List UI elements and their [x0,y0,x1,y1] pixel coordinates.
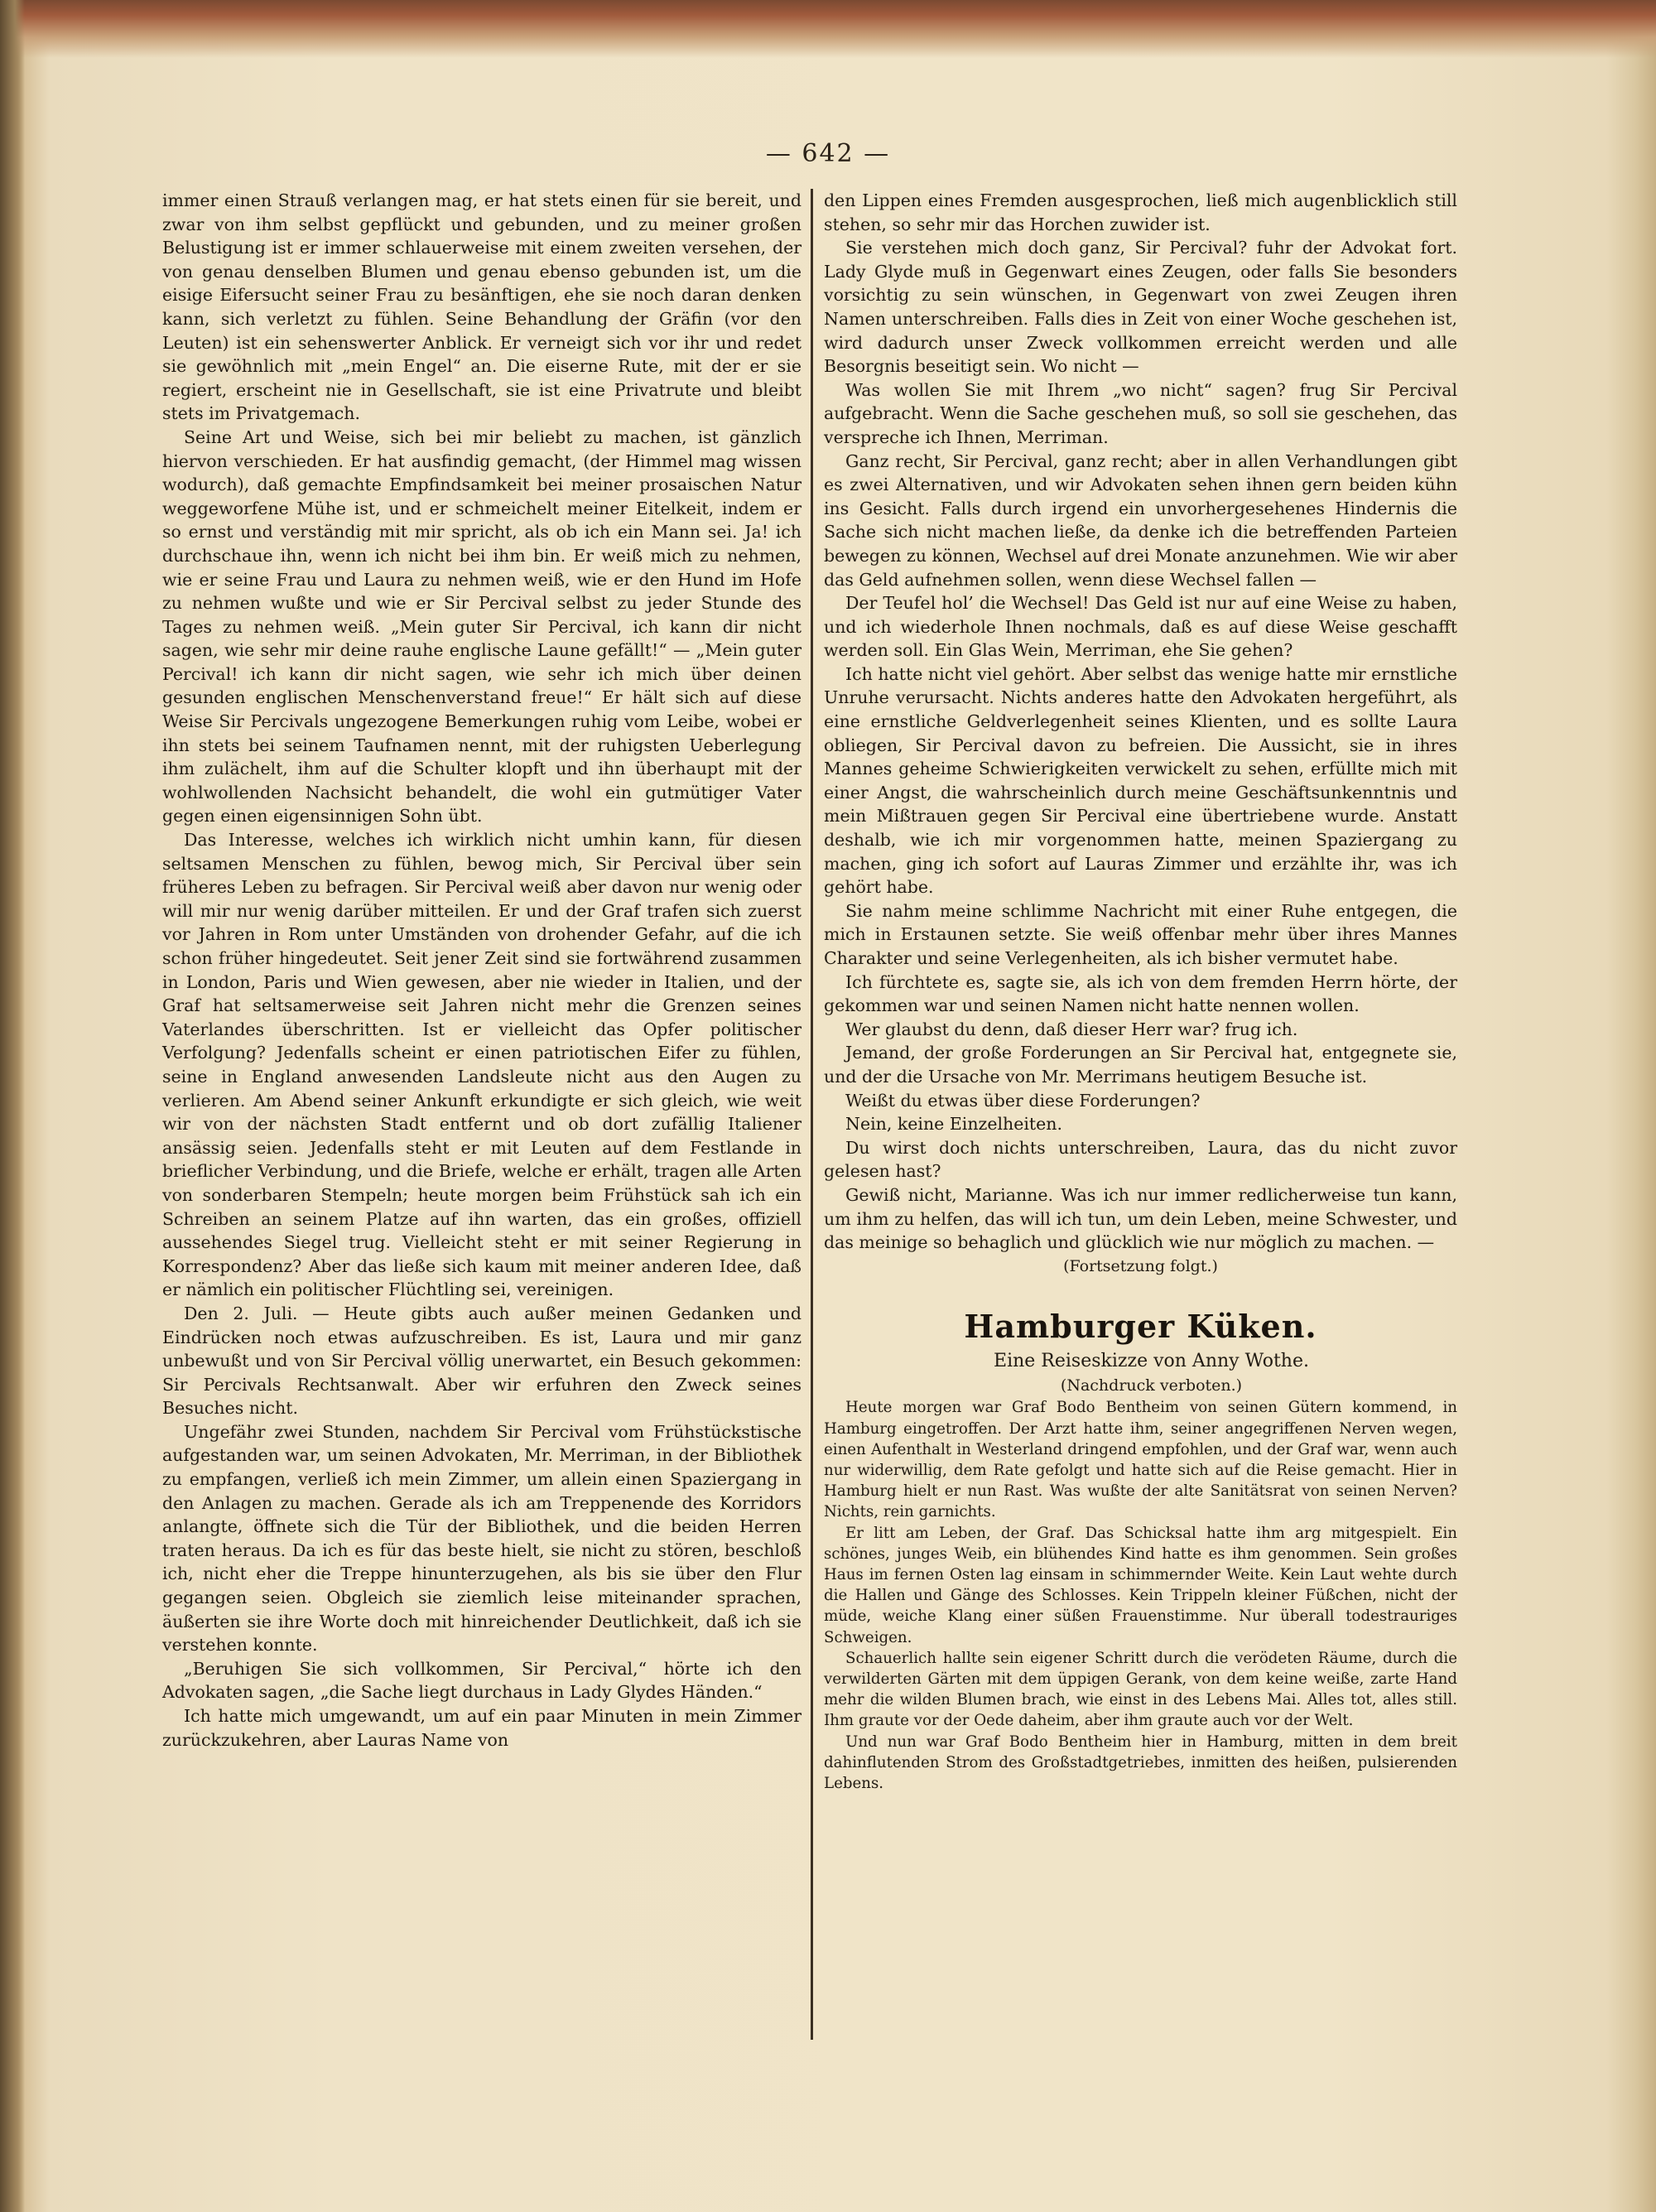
right-paragraph-3: Was wollen Sie mit Ihrem „wo nicht“ sagen? frug Sir Percival aufgebracht. Wenn die Sache geschehen muß, so soll sie geschehen, das verspreche ich Ihnen, Merriman. [824,379,1457,447]
right-paragraph-4: Ganz recht, Sir Percival, ganz recht; aber in allen Verhandlungen gibt es zwei Alternativen, und wir Advokaten sehen ihnen gern beiden kühn ins Gesicht. Falls durch irgend ein unvorhergesehenes Hindernis die Sache sich nicht machen ließe, da denke ich die betreffenden Parteien bewegen zu können, Wechsel auf drei Monate anzunehmen. Wie wir aber das Geld aufnehmen sollen, wenn diese Wechsel fallen — [824,451,1457,590]
right-paragraph-10: Jemand, der große Forderungen an Sir Percival hat, entgegnete sie, und der die Ursache von Mr. Merrimans heutigem Besuche ist. [824,1043,1457,1087]
left-paragraph-6: „Beruhigen Sie sich vollkommen, Sir Percival,“ hörte ich den Advokaten sagen, „die Sache liegt durchaus in Lady Glydes Händen.“ [162,1658,802,1703]
left-paragraph-7: Ich hatte mich umgewandt, um auf ein paar Minuten in mein Zimmer zurückzukehren, aber Lauras Name von [162,1706,802,1750]
left-paragraph-2: Seine Art und Weise, sich bei mir beliebt zu machen, ist gänzlich hiervon verschieden. Er hat ausfindig gemacht, (der Himmel mag wissen wodurch), daß gemachte Empfindsamkeit bei meiner prosaischen Natur weggeworfene Mühe ist, und er schmeichelt meiner Eitelkeit, indem er so ernst und verständig mit mir spricht, als ob ich ein Mann sei. Ja! ich durchschaue ihn, wenn ich nicht bei ihm bin. Er weiß mich zu nehmen, wie er seine Frau und Laura zu nehmen weiß, wie er den Hund im Hofe zu nehmen wußte und wie er Sir Percival selbst zu jeder Stunde des Tages zu nehmen weiß. „Mein guter Sir Percival, ich kann dir nicht sagen, wie sehr mir deine rauhe englische Laune gefällt!“ — „Mein guter Percival! ich kann dir nicht sagen, wie sehr ich mich über deinen gesunden englischen Menschenverstand freue!“ Er hält sich auf diese Weise Sir Percivals ungezogene Bemerkungen ruhig vom Leibe, wobei er ihn stets bei seinem Taufnamen nennt, mit der ruhigsten Ueberlegung ihm zulächelt, ihm auf die Schulter klopft und ihn überhaupt mit der wohlwollenden Nachsicht behandelt, die wohl ein gutmütiger Vater gegen einen eigensinnigen Sohn übt. [162,426,802,826]
right-paragraph-9: Wer glaubst du denn, daß dieser Herr war? frug ich. [845,1019,1298,1039]
right-paragraph-2: Sie verstehen mich doch ganz, Sir Percival? fuhr der Advokat fort. Lady Glyde muß in Gegenwart eines Zeugen, oder falls Sie besonders vorsichtig zu sein wünschen, in Gegenwart von zwei Zeugen ihren Namen unterschreiben. Falls dies in Zeit von einer Woche geschehen ist, wird dadurch unser Zweck vollkommen erreicht werden und alle Besorgnis beseitigt sein. Wo nicht — [824,238,1457,377]
right-paragraph-8: Ich fürchtete es, sagte sie, als ich von dem fremden Herrn hörte, der gekommen war und seinen Namen nicht hatte nennen wollen. [824,971,1457,1016]
right-paragraph-7: Sie nahm meine schlimme Nachricht mit einer Ruhe entgegen, die mich in Erstaunen setzte. Sie weiß offenbar mehr über ihres Mannes Charakter und seine Verlegenheiten, als ich bisher vermutet habe. [824,900,1457,968]
right-paragraph-14: Gewiß nicht, Marianne. Was ich nur immer redlicherweise tun kann, um ihm zu helfen, das will ich tun, um dein Leben, meine Schwester, und das meinige so behaglich und glücklich wie nur möglich zu machen. — [824,1184,1457,1253]
article-title: Hamburger Küken. [964,1308,1317,1346]
right-paragraph-6: Ich hatte nicht viel gehört. Aber selbst das wenige hatte mir ernstliche Unruhe verursacht. Nichts anderes hatte den Advokaten hergeführt, als eine ernstliche Geldverlegenheit seines Klienten, und es sollte Laura obliegen, Sir Percival davon zu befreien. Die Aussicht, sie in ihres Mannes geheime Schwierigkeiten verwickelt zu sehen, erfüllte mich mit einer Angst, die wahrscheinlich durch meine Geschäftsunkenntnis und mein Mißtrauen gegen Sir Percival eine übertriebene wurde. Anstatt deshalb, wie ich mir vorgenommen hatte, meinen Spaziergang zu machen, ging ich sofort auf Lauras Zimmer und erzählte ihr, was ich gehört habe. [824,663,1457,898]
right-column [824,189,1457,1794]
article-paragraph-2: Er litt am Leben, der Graf. Das Schicksal hatte ihm arg mitgespielt. Ein schönes, junges Weib, ein blühendes Kind hatte es ihm genommen. Sein großes Haus im fernen Osten lag einsam in schimmernder Weite. Kein Laut wehte durch die Hallen und Gänge des Schlosses. Kein Trippeln kleiner Füßchen, nicht der müde, weiche Klang einer süßen Frauenstimme. Nur überall todestrauriges Schweigen. [824,1524,1457,1646]
binding-gutter [0,0,25,2212]
right-paragraph-13: Du wirst doch nichts unterschreiben, Laura, das du nicht zuvor gelesen hast? [824,1137,1457,1182]
continuation-note: (Fortsetzung folgt.) [1063,1256,1218,1275]
article-paragraph-1: Heute morgen war Graf Bodo Bentheim von seinen Gütern kommend, in Hamburg eingetroffen. Der Arzt hatte ihm, seiner angegriffenen Nerven wegen, einen Aufenthalt in Westerland dringend empfohlen, und der Graf war, wenn auch nur widerwillig, dem Rate gefolgt und hatte sich auf die Reise gemacht. Hier in Hamburg hielt er nun Rast. Was wußte der alte Sanitätsrat von seinen Nerven? Nichts, rein garnichts. [824,1399,1457,1521]
right-paragraph-5: Der Teufel hol’ die Wechsel! Das Geld ist nur auf eine Weise zu haben, und ich wiederhole Ihnen nochmals, daß es auf diese Weise geschafft werden soll. Ein Glas Wein, Merriman, ehe Sie gehen? [824,593,1457,661]
article-paragraph-4: Und nun war Graf Bodo Bentheim hier in Hamburg, mitten in dem breit dahinflutenden Strom des Großstadtgetriebes, inmitten des heißen, pulsierenden Lebens. [824,1732,1457,1792]
right-paragraph-11: Weißt du etwas über diese Forderungen? [845,1090,1201,1111]
left-paragraph-4: Den 2. Juli. — Heute gibts auch außer meinen Gedanken und Eindrücken noch etwas aufzuschreiben. Es ist, Laura und mir ganz unbewußt und von Sir Percival völlig unerwartet, ein Besuch gekommen: Sir Percivals Rechtsanwalt. Aber wir erfuhren den Zweck seines Besuches nicht. [162,1303,802,1419]
column-divider [811,189,813,2040]
reprint-note: (Nachdruck verboten.) [1060,1376,1243,1395]
left-column [162,189,802,1752]
right-paragraph-12: Nein, keine Einzelheiten. [845,1114,1063,1135]
page-number: — 642 — [765,139,891,168]
page-top-edge [0,0,1656,58]
right-paragraph-1: den Lippen eines Fremden ausgesprochen, ließ mich augenblicklich still stehen, so sehr mir das Horchen zuwider ist. [824,190,1457,234]
article-byline: Eine Reiseskizze von Anny Wothe. [994,1351,1309,1372]
left-paragraph-1: immer einen Strauß verlangen mag, er hat stets einen für sie bereit, und zwar von ihm selbst gepflückt und gebunden, und zu meiner großen Belustigung ist er immer schlauerweise mit einem zweiten versehen, der von genau denselben Blumen und genau ebenso gebunden ist, um die eisige Eifersucht seiner Frau zu besänftigen, ehe sie noch daran denken kann, sich verletzt zu fühlen. Seine Behandlung der Gräfin (vor den Leuten) ist ein sehenswerter Anblick. Er verneigt sich vor ihr und redet sie gewöhnlich mit „mein Engel“ an. Die eiserne Rute, mit der er sie regiert, erscheint nie in Gesellschaft, sie ist eine Privatrute und bleibt stets im Privatgemach. [162,190,802,424]
left-paragraph-5: Ungefähr zwei Stunden, nachdem Sir Percival vom Frühstückstische aufgestanden war, um seinen Advokaten, Mr. Merriman, in der Bibliothek zu empfangen, verließ ich mein Zimmer, um allein einen Spaziergang in den Anlagen zu machen. Gerade als ich am Treppenende des Korridors anlangte, öffnete sich die Tür der Bibliothek, und die beiden Herren traten heraus. Da ich es für das beste hielt, sie nicht zu stören, beschloß ich, nicht eher die Treppe hinunterzugehen, als bis sie über den Flur gegangen seien. Obgleich sie ziemlich leise miteinander sprachen, äußerten sie ihre Worte doch mit hinreichender Deutlichkeit, daß ich sie verstehen konnte. [162,1421,802,1655]
article-body [824,1397,1457,1794]
left-paragraph-3: Das Interesse, welches ich wirklich nicht umhin kann, für diesen seltsamen Menschen zu fühlen, bewog mich, Sir Percival über sein früheres Leben zu befragen. Sir Percival weiß aber davon nur wenig oder will mir nur wenig darüber mitteilen. Er und der Graf trafen sich zuerst vor Jahren in Rom unter Umständen von drohender Gefahr, auf die ich schon früher hingedeutet. Seit jener Zeit sind sie fortwährend zusammen in London, Paris und Wien gewesen, aber nie wieder in Italien, und der Graf hat seltsamerweise seit Jahren nicht mehr die Grenzen seines Vaterlandes überschritten. Ist er vielleicht das Opfer politischer Verfolgung? Jedenfalls scheint er einen patriotischen Eifer zu fühlen, seine in England anwesenden Landsleute nicht aus den Augen zu verlieren. Am Abend seiner Ankunft erkundigte er sich gleich, wie weit wir von der nächsten Stadt entfernt und ob dort zufällig Italiener ansässig seien. Jedenfalls steht er mit Leuten auf dem Festlande in brieflicher Verbindung, und die Briefe, welche er erhält, tragen alle Arten von sonderbaren Stempeln; heute morgen beim Frühstück sah ich ein Schreiben an seinem Platze auf ihn warten, das ein großes, offiziell aussehendes Siegel trug. Vielleicht steht er mit seiner Regierung in Korrespondenz? Aber das ließe sich kaum mit meiner anderen Idee, daß er nämlich ein politischer Flüchtling sei, vereinigen. [162,830,802,1300]
article-paragraph-3: Schauerlich hallte sein eigener Schritt durch die verödeten Räume, durch die verwilderten Gärten mit dem üppigen Gerank, von dem keine weiße, zarte Hand mehr die wilden Blumen brach, wie einst in des Lebens Mai. Alles tot, alles still. Ihm graute vor der Oede daheim, aber ihm graute auch vor der Welt. [824,1649,1457,1730]
